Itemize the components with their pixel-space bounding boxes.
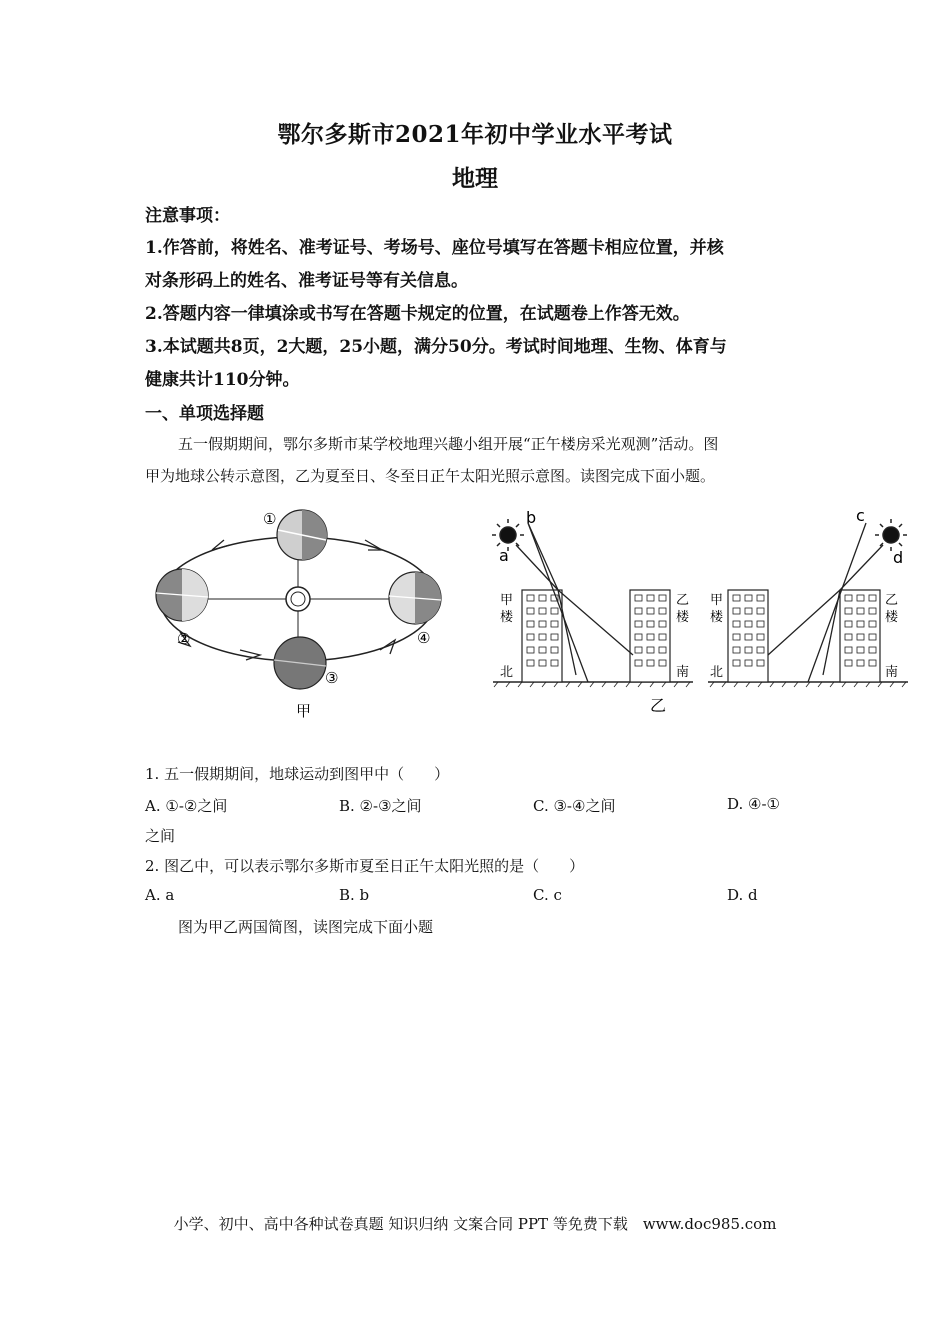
label-yi-left-2: 楼 — [676, 610, 690, 625]
label-north-right: 北 — [710, 665, 724, 680]
building-jia-right — [728, 590, 768, 682]
question-1-option-c[interactable]: C. ③-④之间 — [533, 797, 616, 815]
question-1-option-d-continuation: 之间 — [145, 827, 176, 845]
figure-yi-caption: 乙 — [650, 696, 667, 715]
earth-night-side-icon — [302, 510, 327, 560]
label-jia-left-2: 楼 — [500, 610, 514, 625]
building-jia-left — [522, 590, 562, 682]
label-yi-left-1: 乙 — [676, 593, 690, 608]
ray-d — [840, 545, 883, 590]
position-label-3: ③ — [325, 669, 339, 687]
exam-title: 鄂尔多斯市2021年初中学业水平考试 — [277, 121, 673, 148]
ray-label-a: a — [499, 546, 509, 565]
next-intro: 图为甲乙两国简图，读图完成下面小题 — [178, 918, 434, 936]
ray-label-d: d — [893, 548, 904, 567]
label-south-right: 南 — [885, 665, 899, 680]
question-2-option-a[interactable]: A. a — [145, 886, 175, 904]
ray-b-roof — [528, 523, 558, 590]
exam-subject: 地理 — [452, 165, 498, 192]
question-1-option-a[interactable]: A. ①-②之间 — [145, 797, 228, 815]
notice-item-1-line-2: 对条形码上的姓名、准考证号等有关信息。 — [145, 271, 468, 291]
ray-label-c: c — [856, 506, 865, 525]
sun-core-icon — [291, 592, 305, 606]
notice-item-2: 2.答题内容一律填涂或书写在答题卡规定的位置，在试题卷上作答无效。 — [145, 304, 690, 324]
question-1-option-d[interactable]: D. ④-① — [727, 795, 780, 813]
question-2-stem: 2. 图乙中，可以表示鄂尔多斯市夏至日正午太阳光照的是（ ） — [145, 857, 585, 875]
position-label-1: ① — [263, 510, 277, 528]
label-north-left: 北 — [500, 665, 514, 680]
label-jia-right-2: 楼 — [710, 610, 724, 625]
figure-jia-earth-revolution — [150, 500, 450, 720]
label-jia-left-1: 甲 — [500, 593, 514, 608]
figure-yi-noon-sunlight — [488, 505, 913, 720]
question-1-option-b[interactable]: B. ②-③之间 — [339, 797, 422, 815]
question-2-option-d[interactable]: D. d — [727, 886, 758, 904]
label-yi-right-1: 乙 — [885, 593, 899, 608]
ray-a — [516, 545, 558, 590]
label-south-left: 南 — [676, 665, 690, 680]
section-heading: 一、单项选择题 — [145, 404, 264, 424]
position-label-2: ② — [177, 630, 191, 648]
label-jia-right-1: 甲 — [710, 593, 724, 608]
question-2-option-b[interactable]: B. b — [339, 886, 370, 904]
building-yi-right — [840, 590, 880, 682]
notice-item-3-line-1: 3.本试题共8页，2大题，25小题，满分50分。考试时间地理、生物、体育与 — [145, 337, 727, 357]
label-yi-right-2: 楼 — [885, 610, 899, 625]
page-footer: 小学、初中、高中各种试卷真题 知识归纳 文案合同 PPT 等免费下载 www.doc985.com — [173, 1215, 777, 1233]
notice-item-3-line-2: 健康共计110分钟。 — [145, 370, 300, 390]
intro-line-1: 五一假期期间，鄂尔多斯市某学校地理兴趣小组开展“正午楼房采光观测”活动。图 — [178, 435, 719, 453]
notice-heading: 注意事项： — [145, 206, 230, 226]
notice-item-1-line-1: 1.作答前，将姓名、准考证号、考场号、座位号填写在答题卡相应位置，并核 — [145, 238, 724, 258]
position-label-4: ④ — [417, 629, 431, 647]
figure-jia-caption: 甲 — [296, 702, 312, 720]
ray-label-b: b — [526, 508, 537, 527]
intro-line-2: 甲为地球公转示意图，乙为夏至日、冬至日正午太阳光照示意图。读图完成下面小题。 — [145, 467, 716, 485]
question-1-stem: 1. 五一假期期间，地球运动到图甲中（ ） — [145, 765, 450, 783]
building-yi-left — [630, 590, 670, 682]
question-2-option-c[interactable]: C. c — [533, 886, 562, 904]
sun-right-icon — [875, 519, 907, 551]
